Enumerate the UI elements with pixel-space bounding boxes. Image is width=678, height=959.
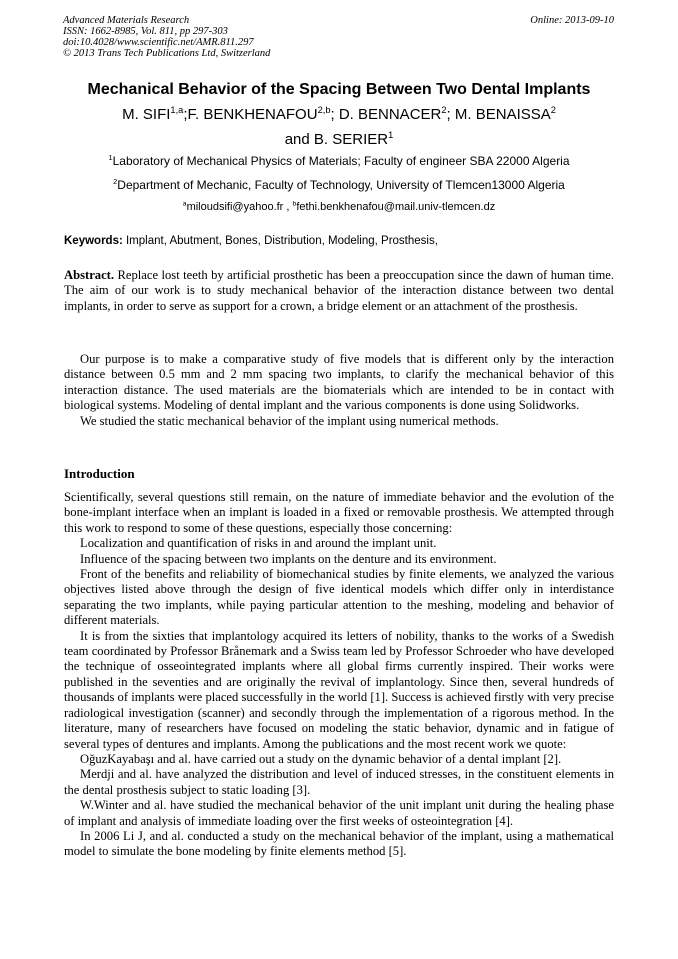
author-affil-mark: 1 [388, 130, 394, 140]
journal-issn: ISSN: 1662-8985, Vol. 811, pp 297-303 [63, 26, 228, 37]
journal-header [63, 15, 463, 59]
keywords-label: Keywords: [64, 235, 123, 247]
author-line-2 [30, 127, 648, 152]
author-separator: ; [183, 106, 188, 123]
author-separator: ; [446, 106, 455, 123]
author-affil-mark: 2 [550, 105, 556, 115]
author-name: D. BENNACER [338, 106, 442, 123]
author-name: B. SERIER [313, 131, 389, 148]
journal-copyright: © 2013 Trans Tech Publications Ltd, Switzerland [63, 48, 271, 59]
affiliation-text: Laboratory of Mechanical Physics of Materials; Faculty of engineer SBA 22000 Algeria [112, 154, 570, 168]
author-name: M. SIFI [122, 106, 171, 123]
paragraph: Localization and quantification of risks in and around the implant unit. [80, 536, 437, 551]
email-address: fethi.benkhenafou@mail.univ-tlemcen.dz [296, 201, 496, 213]
journal-doi: doi:10.4028/www.scientific.net/AMR.811.297 [63, 37, 254, 48]
keywords [64, 234, 614, 248]
abstract-text: Replace lost teeth by artificial prosthetic has been a preoccupation since the dawn of human time. The aim of our work is to study mechanical behavior of the interaction distance between two dental implants, in order to serve as support for a crown, a bridge element or an attachment of the prosthesis. [64, 268, 614, 313]
paper-title: Mechanical Behavior of the Spacing Between Two Dental Implants [87, 81, 591, 98]
affiliation-2 [30, 178, 648, 192]
paragraph: It is from the sixties that implantology acquired its letters of nobility, thanks to the works of a Swedish team coordinated by Professor Brånemark and a Swiss team led by Professor Schroeder who have developed the technique of osseointegrated implants where all global firms currently inspired. Their works were published in the seventies and are originally the revival of implantology. Since then, several hundreds of thousands of implants were placed successfully in the world [1]. Success is achieved firstly with very precise radiological investigation (scanner) and secondly through the implementation of a rigorous method. In the literature, many of researchers have focused on modeling the static behavior, dynamic and in fatigue of several types of dentures and implants. Among the publications and the most recent work we quote: [64, 628, 614, 751]
affiliation-1 [30, 154, 648, 168]
abstract-label: Abstract. [64, 268, 115, 282]
author-affil-mark: 2 [441, 105, 447, 115]
paragraph: Merdji and al. have analyzed the distribution and level of induced stresses, in the constituent elements in the dental prosthesis subject to static loading [3]. [64, 767, 614, 797]
purpose-section [64, 352, 614, 429]
author-name: F. BENKHENAFOU [187, 106, 318, 123]
introduction-section [64, 490, 614, 860]
author-affil-mark: 1,a [170, 105, 184, 115]
affiliation-text: Department of Mechanic, Faculty of Technology, University of Tlemcen13000 Algeria [117, 178, 565, 192]
section-heading: Introduction [64, 466, 135, 481]
abstract [64, 268, 614, 314]
email-address: miloudsifi@yahoo.fr , [186, 201, 293, 213]
affiliation-mark: 1 [108, 153, 113, 162]
email-mark: a [182, 200, 187, 208]
paragraph: In 2006 Li J, and al. conducted a study on the mechanical behavior of the implant, using a mathematical model to simulate the bone modeling by finite elements method [5]. [64, 828, 614, 859]
paragraph: We studied the static mechanical behavior of the implant using numerical methods. [80, 413, 499, 428]
email-mark: b [292, 200, 297, 208]
journal-name: Advanced Materials Research [63, 15, 190, 26]
affiliation-mark: 2 [113, 177, 118, 186]
author-prefix: and [284, 131, 314, 148]
author-name: M. BENAISSA [454, 106, 551, 123]
paragraph: Scientifically, several questions still remain, on the nature of immediate behavior and the evolution of the bone-implant interface when an implant is loaded in a fixed or removable prosthesis. We attempted through this work to respond to some of these questions, especially those concerning: [64, 490, 614, 535]
paragraph: Our purpose is to make a comparative study of five models that is different only by the interaction distance between 0.5 mm and 2 mm spacing two implants, to clarify the mechanical behavior of this interaction distance. The used materials are the biomaterials which are intended to be in contact with biological systems. Modeling of dental implant and the various components is done using Solidworks. [64, 352, 614, 413]
online-date: Online: 2013-09-10 [530, 15, 614, 26]
author-list [30, 102, 648, 152]
keywords-text: Implant, Abutment, Bones, Distribution, Modeling, Prosthesis, [122, 235, 438, 247]
paragraph: Influence of the spacing between two implants on the denture and its environment. [80, 551, 497, 566]
author-line-1 [30, 102, 648, 127]
paragraph: W.Winter and al. have studied the mechanical behavior of the unit implant unit during the healing phase of implant and analysis of immediate loading over the first weeks of osteointegration [4]. [64, 798, 614, 828]
paragraph: OğuzKayabaşı and al. have carried out a study on the dynamic behavior of a dental implant [2]. [80, 751, 562, 766]
author-affil-mark: 2,b [317, 105, 331, 115]
paragraph: Front of the benefits and reliability of biomechanical studies by finite elements, we analyzed the various objectives listed above through the design of five identical models which differ only in interdistance separating the two implants, while paying particular attention to the meshing, modeling and behavior of different materials. [64, 567, 614, 628]
author-emails [30, 200, 648, 214]
author-separator: ; [330, 106, 339, 123]
